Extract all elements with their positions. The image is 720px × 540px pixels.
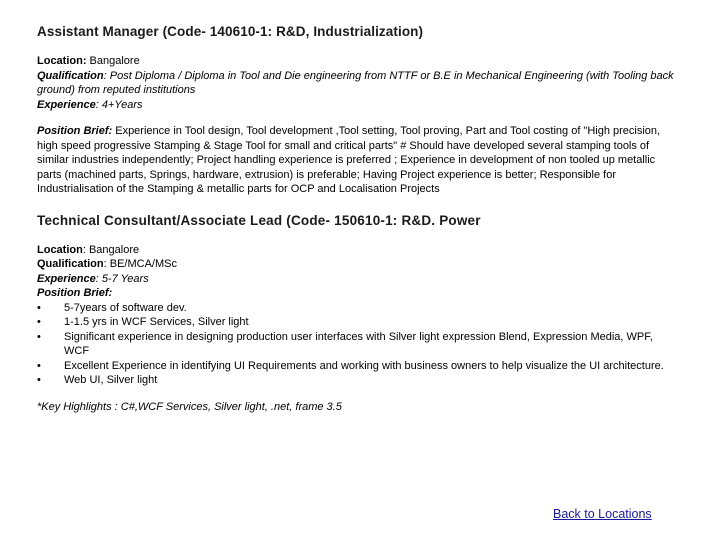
job1-brief-text: Experience in Tool design, Tool development ,Tool setting, Tool proving, Part and Tool costing of "High precision, high speed progressive Stamping & Stage Tool for small and critical parts" # Should have developed several stamping tools of similar industries independently; Project handling experience is preferred ; Experience in development of non tooled up metallic parts (machined parts, Springs, hardware, extrusion) is preferable; Having Project experience is better; Responsible for Industrialisation of the Stamping & metallic parts for OCP and Localisation Projects: [37, 125, 661, 195]
list-item-text: 1-1.5 yrs in WCF Services, Silver light: [64, 316, 249, 328]
job2-location-value: : Bangalore: [82, 243, 140, 256]
job1-location: [37, 54, 677, 69]
list-item-text: Significant experience in designing production user interfaces with Silver light expression Blend, Expression Media, WPF, WCF: [64, 330, 653, 357]
list-item: [37, 301, 677, 316]
job1-qualification-label: Qualification: [37, 69, 104, 82]
bullet-icon: •: [37, 374, 41, 386]
job1-location-label: Location:: [37, 55, 87, 67]
list-item-text: 5-7years of software dev.: [64, 301, 187, 314]
job1-title: Assistant Manager (Code- 140610-1: R&D, Industrialization): [37, 24, 424, 39]
job1-experience-value: : 4+Years: [95, 98, 143, 111]
job1-qualification: [37, 69, 677, 98]
job2-title: Technical Consultant/Associate Lead (Code- 150610-1: R&D. Power: [37, 212, 481, 228]
list-item: [37, 373, 677, 388]
bullet-icon: •: [37, 330, 41, 343]
job1-experience-label: Experience: [37, 98, 96, 111]
job1-brief: [37, 124, 677, 197]
job-listing-page: [37, 22, 677, 414]
job2-experience-label: Experience: [37, 272, 96, 285]
bullet-icon: •: [37, 301, 41, 314]
list-item-text: Excellent Experience in identifying UI Requirements and working with business owners to help visualize the UI architecture.: [64, 359, 664, 372]
job2-brief-label: Position Brief:: [37, 287, 113, 299]
list-item-text: Web UI, Silver light: [64, 374, 158, 386]
job2-key-highlights: *Key Highlights : C#,WCF Services, Silver light, .net, frame 3.5: [37, 400, 342, 413]
job2-qualification-value: : BE/MCA/MSc: [103, 258, 177, 270]
job1-location-value: Bangalore: [86, 55, 140, 67]
job2-location: [37, 243, 677, 258]
job2-brief-list: [37, 301, 677, 388]
job1-qualification-value: : Post Diploma / Diploma in Tool and Die engineering from NTTF or B.E in Mechanical Engineering (with Tooling back ground) from reputed institutions: [37, 69, 674, 96]
job2-qualification: [37, 257, 677, 272]
list-item: [37, 330, 677, 359]
job2-experience: [37, 272, 677, 287]
back-to-locations-link[interactable]: Back to Locations: [553, 507, 652, 521]
job2-experience-value: : 5-7 Years: [95, 272, 149, 285]
list-item: [37, 315, 677, 330]
job1-brief-label: Position Brief:: [37, 125, 113, 137]
job2-details: [37, 243, 677, 415]
job1-experience: [37, 98, 677, 113]
job2-location-label: Location: [37, 243, 83, 256]
bullet-icon: •: [37, 359, 41, 372]
job2-qualification-label: Qualification: [37, 258, 104, 270]
list-item: [37, 359, 677, 374]
bullet-icon: •: [37, 316, 41, 328]
job1-details: [37, 54, 677, 197]
